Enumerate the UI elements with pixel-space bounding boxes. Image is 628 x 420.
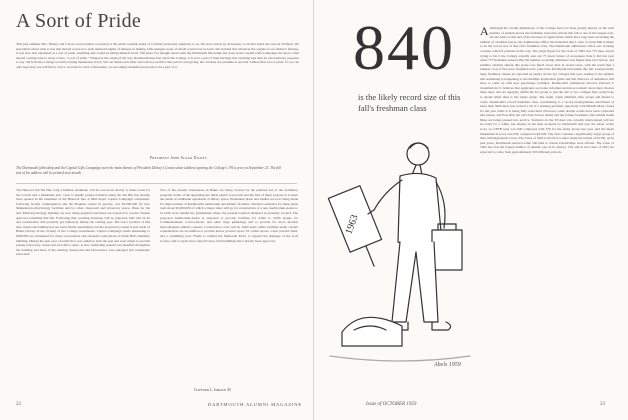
page-number-left: 22 [16,402,21,407]
editor-note: The Dartmouth fellowship and the Capital Gifts Campaign were the main themes of President Dickey's Convocation address opening the College's 191st year on September 23. The full text of his address will be printed next month. [16,166,282,175]
svg-text:1963: 1963 [343,213,361,236]
president-signature: President John Sloan Dickey [150,156,208,160]
right-column-2-text: Although the overall dimensions of the College have not been greatly altered, in the total number of student places the freshman class that arrived this fall is one of the largest ever. On the basis of this and of the increase of applications which have long been exceeding the number of available places, the Admissions Office has indicated that a class of about 840 is likely to be the record size of this fall's freshman class. The Dartmouth admissions office was working on plans which it planned in this way. The target figure for the Class of 1963 was 775 men, and in trying to hit it the College actually sent out 75 fewer letters of acceptance than it did last year when 775 freshmen entered. But the number accepting admission was higher than ever before, and summer attrition among this group was much lower than in recent years, with the result that a bumper crop of first-year freshmen have joined the Dartmouth fellowship this fall. Unexpectedly large freshman classes are reported by nearly all the Ivy colleges this year, leading to the surmise that something is happening to the multiple application game and that directors of admission will have to come up with new percentage formulas. Dartmouth's admissions director, Edward T. Chamberlain Jr. believes that applicants are better informed and more realistic about their choices these days, and are applying within the Ivy group to just the one or two colleges they really hope to attend rather than to the whole group. The result, when admitted, they accept and intend to come. Dartmouth's record freshman class, contributing to a record undergraduate enrollment of more than 3000 men, has created a bit of a housing problem, especially with Middle Mass closed for the year while it is being fully renovated. However, some double rooms have been converted into triples, and East Hall (an old Clark School dorm) and the former Graduate Club behind South Mass are being pressed into service. Statistics on the '63 men who actually matriculated will not be ready for a while, but among all the men accepted by Dartmouth this year the mean verbal score on CEEB tests was 626 compared with 376 for the entire group last year, and the mean mathematical score was 630, compared with 626. The class contains a significantly larger group of men with high merit scores. The Class of 1963 is the first to enter under the tuition of $1350. As in past years, Dartmouth selected some 160 men to whom scholarships were offered. The Class of 1963 also has the largest number of alumni sons in its history. The aim in the Class of 1963 are expected to come from approximately 500 different schools. [480,26,614,155]
article-title: A Sort of Pride [16,10,142,32]
headline-subtitle: is the likely record size of this fall's freshman class [358,92,461,113]
student-illustration [320,118,480,398]
page-number-right: 23 [600,402,605,407]
intro-text: This past summer Mrs. Dickey and I drove several times in passing at the small roadside stand of a farmer previously unknown to us. We were struck by an honesty to all that stand out even in Vermont. We speculated about what it was that moved a person to such unusual lengths of fairness in dealing with strangers none of whom would ever be back. We decided that whatever the origins of our farmer's fairness, it was now best explained as a sort of pride. Anything else would be letting himself down. The more I've thought about what the Dartmouth fellowship has done in the Capital Gifts Campaign, the more I find myself coming back to those words, "a sort of pride." Wherever the origin of the way Dartmouth men feel about the College, it is now a part of their heritage that anything less than an extraordinary response to any call from the College would be letting themselves down. We can thank each other and will not sacrifice that service and giving, but can thus not presume to see that without that sort of pride. So we can only hope that you will find a way to account for such a fellowship: we are simply thankful and proud to be a part of it. [16,42,299,69]
section-divider [16,183,297,184]
author-signature: Clifford L. Jordan '45 [194,388,231,392]
headline-number: 840 [353,12,455,83]
issue-date: Issue of OCTOBER 1959 [366,402,417,407]
pennant-sign [328,186,389,273]
drop-cap: A [480,26,489,38]
body-column-1: The Hanover Inn Ski Hut, long a familiar landmark, will be torn down shortly to make room for the Lowell and a handsome new room to handle groups formerly using the Ski Hut has already been opened in the basement of the Hanover Inn. A third major Capital Campaign component, following faculty compensation and the Hopkins Center in priority, was $2,000,000 for new Mathematics-Psychology facilities and for other classroom and laboratory space. Plans for the new Math-Psychology building are now being prepared and these are expected to receive Trustee approval sometime this fall. Following this, working drawings will be prepared, bids will be let and construction will probably get underway during the coming year. The exact location of this new classroom building has not been finally determined, but the projected location is just north of Baker Library in the vicinity of the College Greenhouse. Capital Campaign funds amounting to $500,000 are earmarked for major renovations and extensive renovations in Stelk Hall chemistry building. During the past year a fourth floor was added to both the east and west wings to provide greater laboratory, classroom and office space. A new ventilating system was installed throughout the building and most of the existing classrooms and laboratories were enlarged and completely renovated. [16,188,150,257]
body-column-2: Two of the present storehouses in Baker are being vacated by the planned use of the dormitory program. Some of the upgrading the funds expect to provide and the first of these projects is to meet the needs of additional expansion of library space. Permanent plans and studies are now being made for improvement of Dartmouth's auditorium and athletic facilities. Tentative estimates for these plans total about $3,000,000 of which a major share will go for construction of a new Auditorium-Arena to be built close behind the gymnasium where the present baseball diamond is presently located. The proposed Auditorium-Arena is expected to provide facilities for 4,500 to 5,000 people for Commencement, Convocations, and other large gatherings and to provide for more modern intercollegiate athletic contests. Construction costs will be 3,000 seats. Other facilities under current consideration are an addition to provide indoor practice space for winter sports, a new practice field, and a swimming pool. Funds to rebuild the Memorial Field, to expand the drainage of the Golf Course, and to repair the Ledyard Canoe Club buildings have already been approved. [160,188,298,243]
right-column-2 [480,26,614,398]
artist-signature: Abels 1959 [434,362,461,368]
magazine-name: DARTMOUTH ALUMNI MAGAZINE [208,402,302,407]
